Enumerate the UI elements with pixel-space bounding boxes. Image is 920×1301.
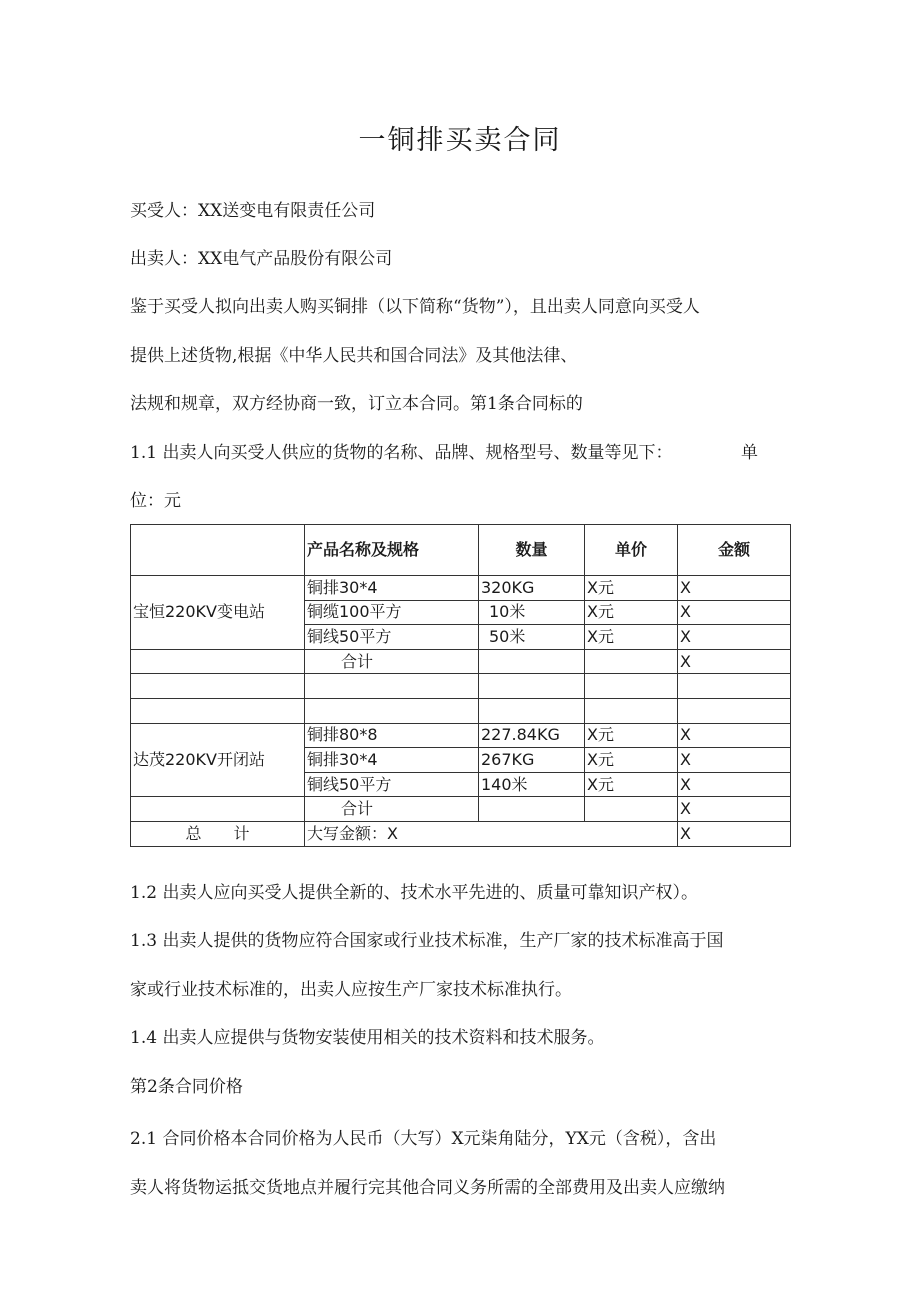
clause-1-4: 1.4 出卖人应提供与货物安装使用相关的技术资料和技术服务。	[130, 1028, 605, 1048]
clause-2-1-line-2: 卖人将货物运抵交货地点并履行完其他合同义务所需的全部费用及出卖人应缴纳	[130, 1178, 725, 1198]
intro-line-2: 提供上述货物,根据《中华人民共和国合同法》及其他法律、	[130, 346, 578, 366]
amount-cell: X	[678, 748, 791, 773]
total-caps-amount: 大写金额：X	[305, 821, 678, 846]
product-name: 铜线50平方	[305, 772, 479, 797]
article-2-heading: 第2条合同价格	[130, 1077, 243, 1097]
subtotal-label: 合计	[305, 797, 479, 822]
price-cell: X元	[585, 625, 678, 650]
price-cell: X元	[585, 772, 678, 797]
unit-label: 单	[741, 443, 758, 463]
subtotal-row	[131, 797, 791, 822]
amount-cell: X	[678, 723, 791, 748]
product-name: 铜缆100平方	[305, 600, 479, 625]
clause-2-1-line-1: 2.1 合同价格本合同价格为人民币（大写）X元柒角陆分，YX元（含税），含出	[130, 1129, 717, 1149]
quantity-cell: 320KG	[479, 576, 585, 601]
seller-line: 出卖人：XX电气产品股份有限公司	[130, 249, 393, 269]
unit-line: 位：元	[130, 491, 181, 511]
clause-1-1: 1.1 出卖人向买受人供应的货物的名称、品牌、规格型号、数量等见下：	[130, 443, 673, 463]
product-name: 铜线50平方	[305, 625, 479, 650]
quantity-cell: 267KG	[479, 748, 585, 773]
clause-1-3-line-2: 家或行业技术标准的，出卖人应按生产厂家技术标准执行。	[130, 980, 572, 1000]
buyer-line: 买受人：XX送变电有限责任公司	[130, 201, 376, 221]
amount-cell: X	[678, 772, 791, 797]
empty-row	[131, 698, 791, 723]
total-label: 总 计	[131, 821, 305, 846]
clause-1-3-line-1: 1.3 出卖人提供的货物应符合国家或行业技术标准，生产厂家的技术标准高于国	[130, 931, 724, 951]
amount-cell: X	[678, 600, 791, 625]
subtotal-amount: X	[678, 649, 791, 674]
table-row	[131, 576, 791, 601]
intro-line-3: 法规和规章，双方经协商一致，订立本合同。第1条合同标的	[130, 394, 583, 414]
quantity-cell: 140米	[479, 772, 585, 797]
station-name: 宝恒220KV变电站	[131, 576, 305, 650]
product-name: 铜排30*4	[305, 748, 479, 773]
header-amount: 金额	[678, 525, 791, 576]
amount-cell: X	[678, 576, 791, 601]
contract-title: 一铜排买卖合同	[358, 125, 562, 156]
empty-row	[131, 674, 791, 699]
intro-line-1: 鉴于买受人拟向出卖人购买铜排（以下简称“货物”），且出卖人同意向买受人	[130, 297, 700, 317]
subtotal-label: 合计	[305, 649, 479, 674]
price-cell: X元	[585, 748, 678, 773]
product-name: 铜排30*4	[305, 576, 479, 601]
price-cell: X元	[585, 723, 678, 748]
clause-1-2: 1.2 出卖人应向买受人提供全新的、技术水平先进的、质量可靠知识产权）。	[130, 883, 698, 903]
header-product: 产品名称及规格	[305, 525, 479, 576]
amount-cell: X	[678, 625, 791, 650]
quantity-cell: 50米	[479, 625, 585, 650]
quantity-cell: 227.84KG	[479, 723, 585, 748]
subtotal-row	[131, 649, 791, 674]
header-unit-price: 单价	[585, 525, 678, 576]
product-name: 铜排80*8	[305, 723, 479, 748]
header-quantity: 数量	[479, 525, 585, 576]
subtotal-amount: X	[678, 797, 791, 822]
quantity-cell: 10米	[479, 600, 585, 625]
station-name: 达茂220KV开闭站	[131, 723, 305, 797]
table-header-row	[131, 525, 791, 576]
header-station	[131, 525, 305, 576]
price-cell: X元	[585, 600, 678, 625]
total-amount: X	[678, 821, 791, 846]
goods-table	[130, 524, 791, 847]
price-cell: X元	[585, 576, 678, 601]
total-row	[131, 821, 791, 846]
table-row	[131, 723, 791, 748]
